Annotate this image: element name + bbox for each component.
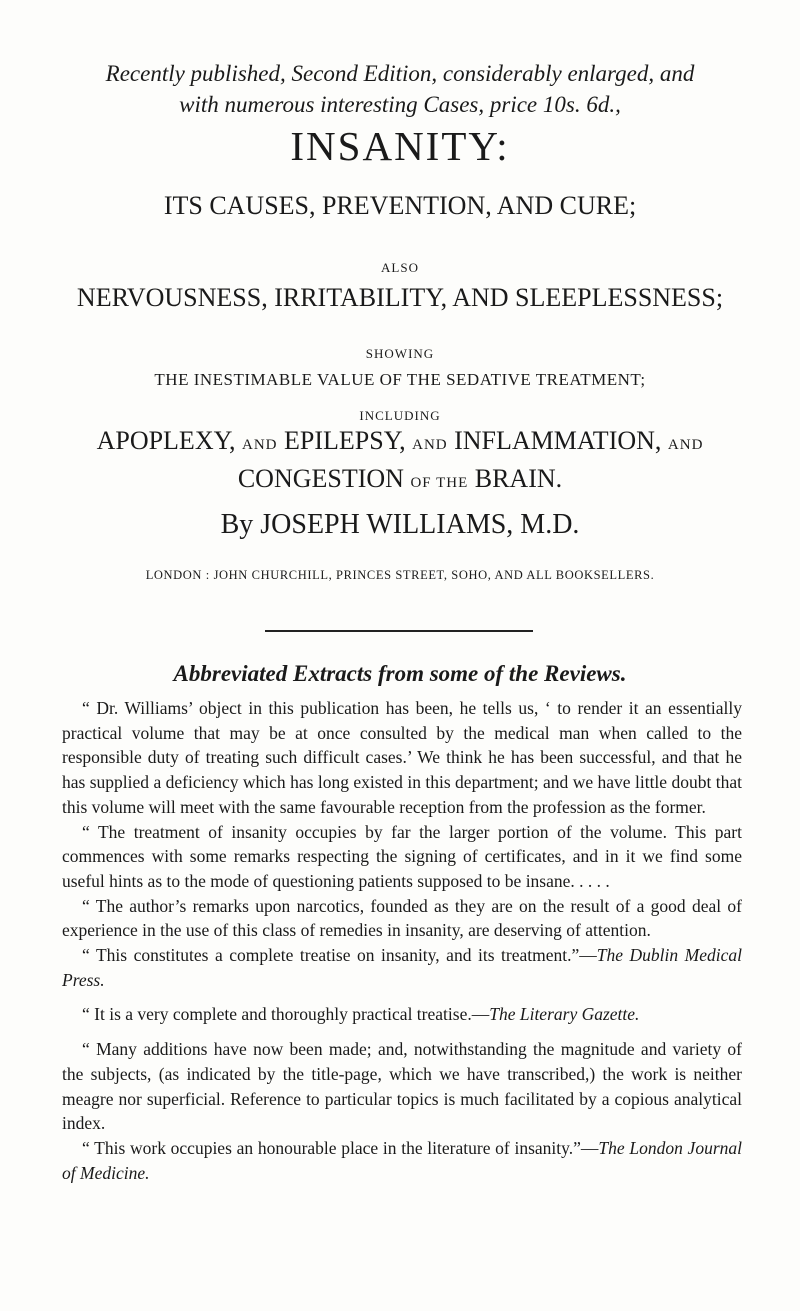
connector-and-2: AND <box>412 437 448 453</box>
second-title: NERVOUSNESS, IRRITABILITY, AND SLEEPLESSNESS; <box>76 283 724 312</box>
divider-rule <box>265 630 533 632</box>
topics-list <box>0 424 800 500</box>
publisher-line: LONDON : JOHN CHURCHILL, PRINCES STREET, SOHO, AND ALL BOOKSELLERS. <box>145 568 655 582</box>
review-text: “ This work occupies an honourable place in the literature of insanity.”— <box>82 1137 599 1158</box>
reviews-body <box>62 696 742 1185</box>
review-source: The Literary Gazette. <box>489 1004 640 1025</box>
review-paragraph: “ The treatment of insanity occupies by far the larger portion of the volume. This part commences with some remarks respecting the signing of certificates, and in it we find some useful hints as to the mode of questioning patients supposed to be insane. . . . . <box>62 821 742 891</box>
topic-congestion: CONGESTION <box>237 464 404 493</box>
announcement <box>60 58 740 120</box>
announcement-line-2: with numerous interesting Cases, price 10s. 6d., <box>179 92 621 117</box>
connector-and-1: AND <box>242 437 278 453</box>
showing-label: SHOWING <box>365 346 435 361</box>
book-title: INSANITY: <box>290 123 510 169</box>
review-text: “ This constitutes a complete treatise on insanity, and its treatment.”— <box>82 945 597 966</box>
topics-line-2 <box>0 462 800 500</box>
topic-brain: BRAIN. <box>474 464 563 493</box>
author-by: By <box>220 509 254 540</box>
also-label: ALSO <box>381 260 419 275</box>
review-paragraph <box>62 1136 742 1185</box>
author-line <box>0 508 800 542</box>
topic-inflammation: INFLAMMATION, <box>454 426 662 455</box>
review-source: The Dublin Medical Press. <box>62 945 742 990</box>
reviews-heading: Abbreviated Extracts from some of the Reviews. <box>173 661 627 686</box>
including-label: INCLUDING <box>359 408 441 423</box>
topic-epilepsy: EPILEPSY, <box>284 426 406 455</box>
announcement-line-1: Recently published, Second Edition, considerably enlarged, and <box>105 61 695 86</box>
sedative-treatment-line: THE INESTIMABLE VALUE OF THE SEDATIVE TREATMENT; <box>154 370 646 389</box>
review-text: “ It is a very complete and thoroughly practical treatise.— <box>82 1004 490 1025</box>
review-paragraph <box>62 943 742 992</box>
book-subtitle: ITS CAUSES, PREVENTION, AND CURE; <box>163 191 637 220</box>
author-name: JOSEPH WILLIAMS, M.D. <box>260 509 580 540</box>
topics-line-1 <box>0 424 800 462</box>
review-source: The London Journal of Medicine. <box>62 1137 742 1183</box>
review-paragraph: “ Dr. Williams’ object in this publication has been, he tells us, ‘ to render it an essentially practical volume that may be at once consulted by the medical man when called to the responsible duty of treating such difficult cases.’ We think he has been successful, and that he has supplied a deficiency which has long existed in this department; and we have little doubt that this volume will meet with the same favourable reception from the profession as the former. <box>62 698 742 817</box>
review-paragraph: “ The author’s remarks upon narcotics, founded as they are on the result of a good deal of experience in the use of this class of remedies in insanity, are deserving of attention. <box>62 895 742 941</box>
connector-and-3: AND <box>667 437 704 453</box>
review-paragraph: “ Many additions have now been made; and, notwithstanding the magnitude and variety of the subjects, (as indicated by the title-page, which we have transcribed,) the work is neither meagre nor superficial. Reference to particular topics is much facilitated by a copious analytical index. <box>62 1039 742 1134</box>
topic-apoplexy: APOPLEXY, <box>96 426 236 455</box>
connector-of-the: OF THE <box>410 475 469 491</box>
review-paragraph <box>62 1002 742 1027</box>
